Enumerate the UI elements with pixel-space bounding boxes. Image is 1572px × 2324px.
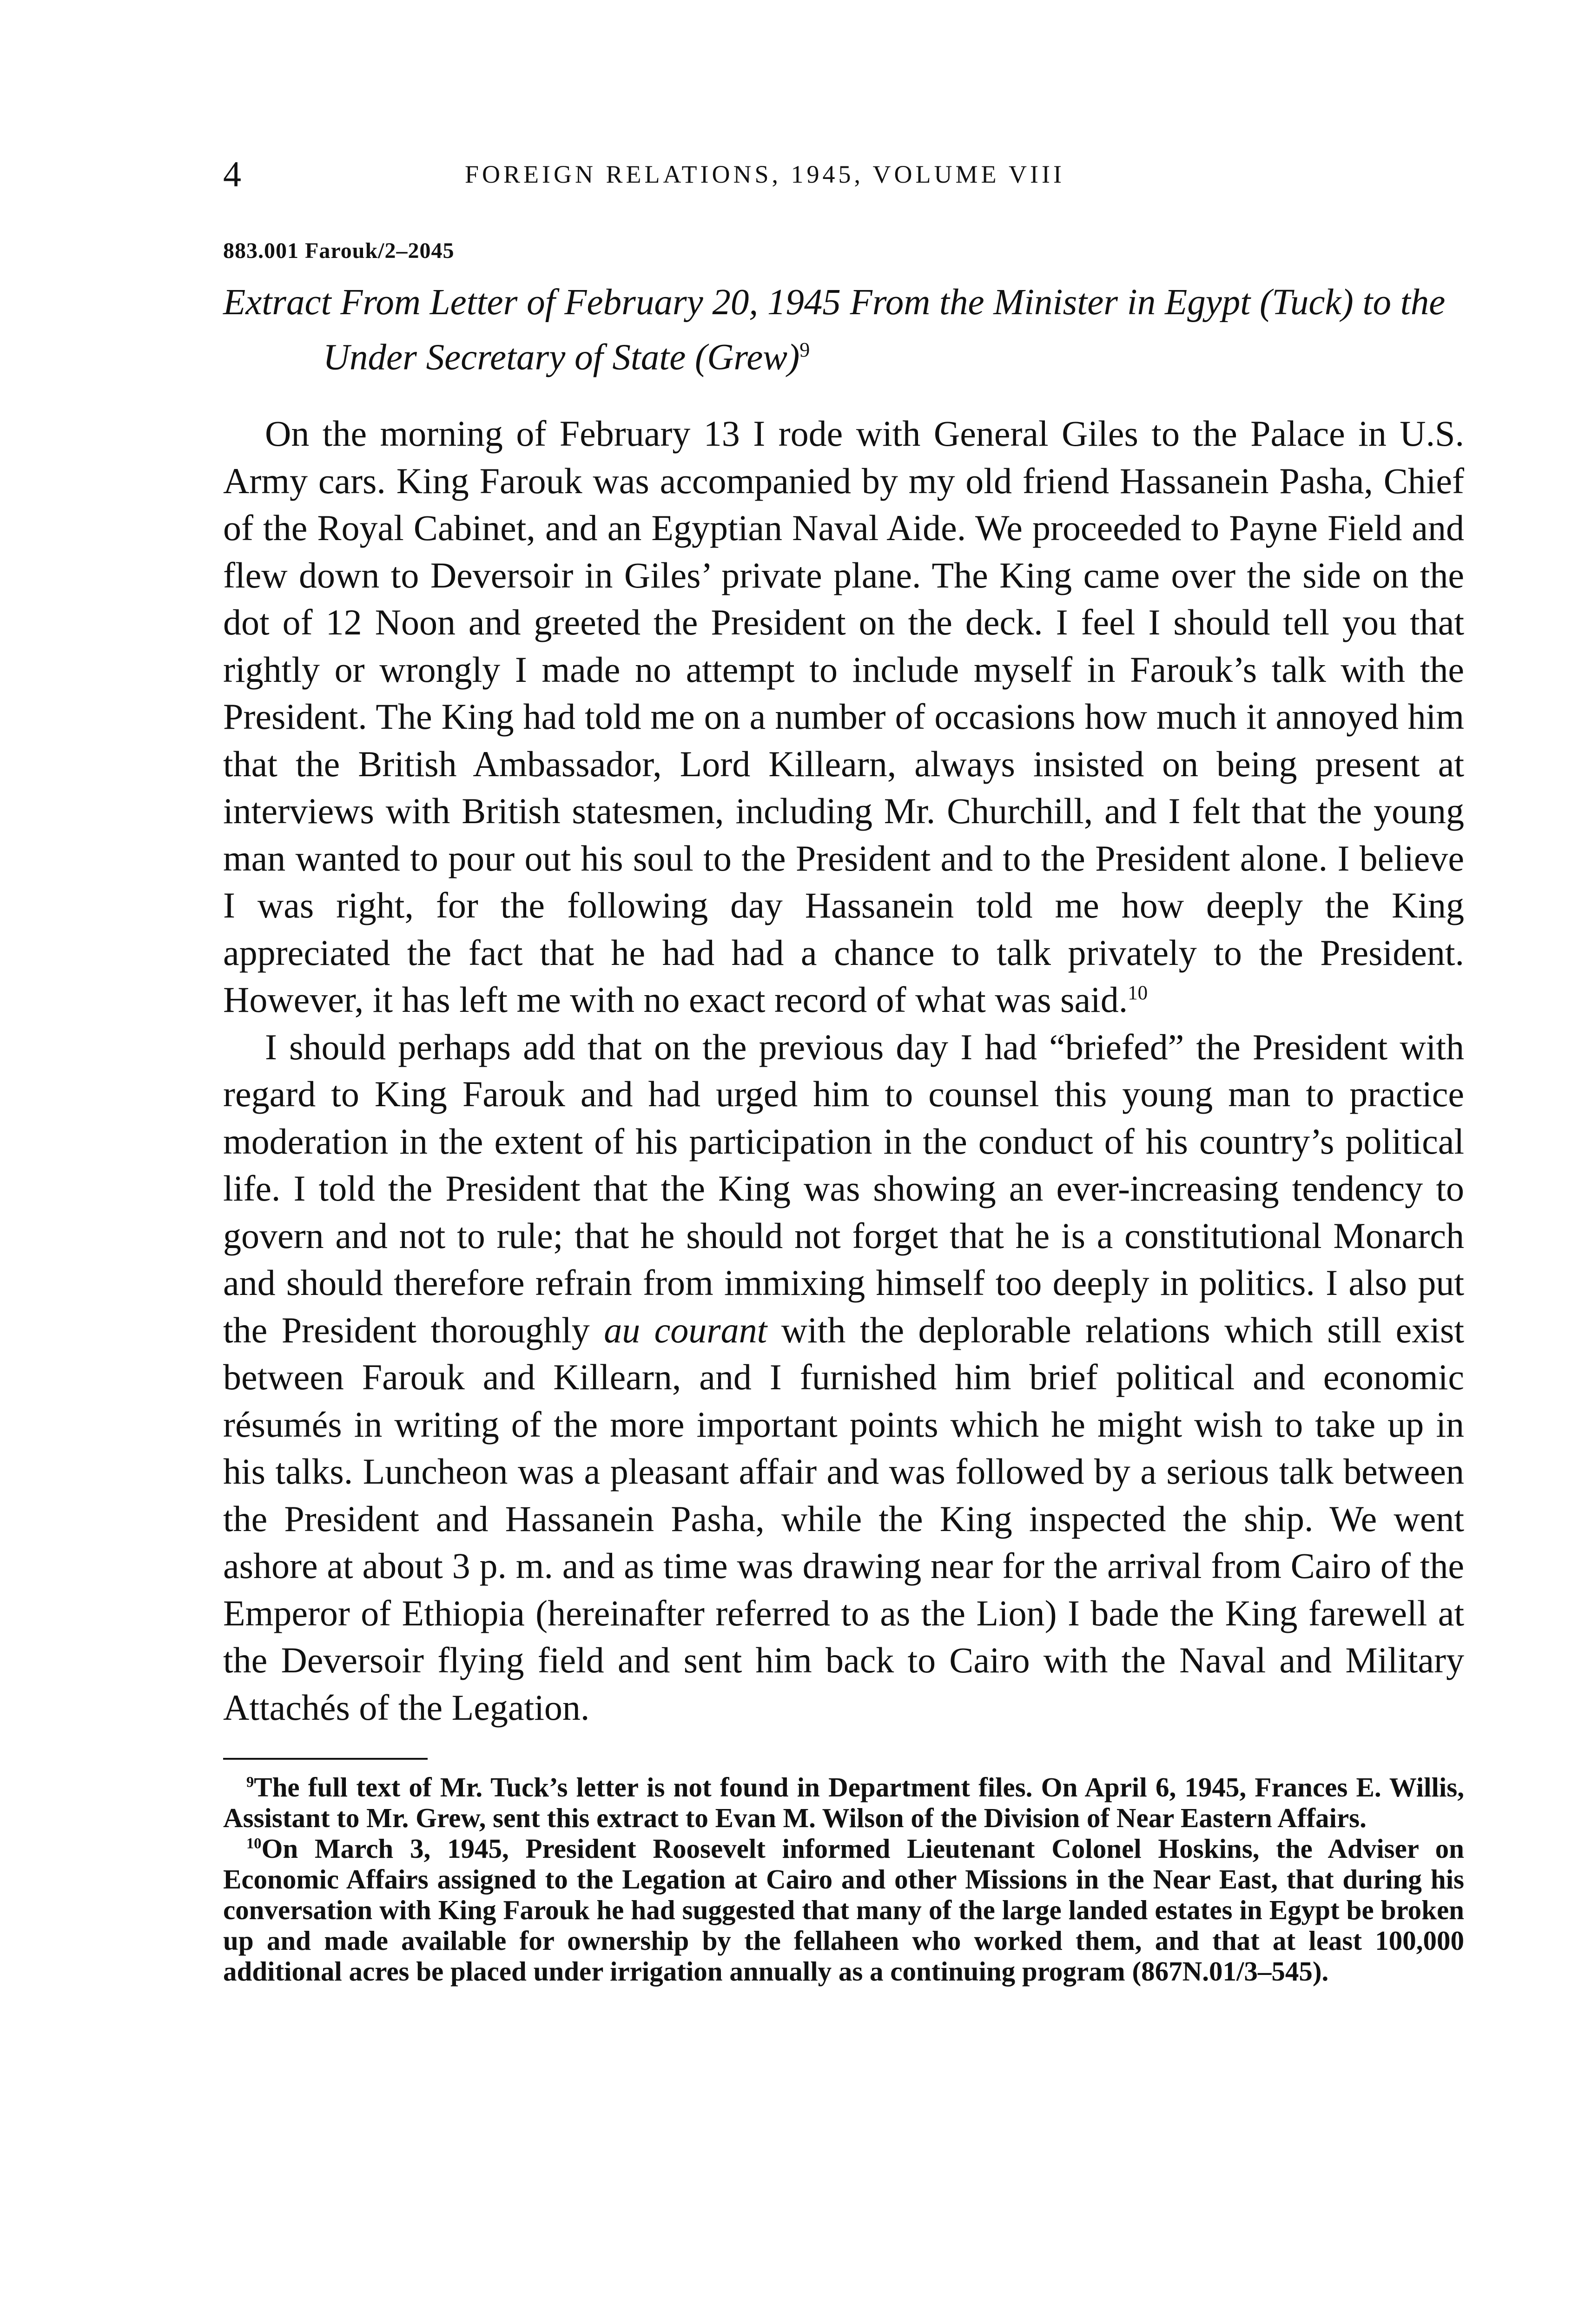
footnote-ref-10: 10 (1128, 982, 1148, 1004)
footnote-9 (223, 1772, 1464, 1833)
footnotes (223, 1772, 1464, 1987)
footnote-ref-9: 9 (799, 338, 810, 361)
page-number: 4 (223, 154, 241, 194)
document-title-text: Extract From Letter of February 20, 1945 From the Minister in Egypt (Tuck) to the Under Secretary of State (Grew) (223, 282, 1446, 378)
paragraph-1 (223, 410, 1464, 1023)
footnote-10 (223, 1833, 1464, 1987)
paragraph-2-text-start: I should perhaps add that on the previous day I had “briefed” the President with regard to King Farouk and had urged him to counsel this young man to practice moderation in the extent of his participation in the conduct of his country’s political life. I told the President that the King was showing an ever-increasing tendency to govern and not to rule; that he should not forget that he is a constitutional Monarch and should therefore refrain from immixing himself too deeply in politics. I also put the President thoroughly (223, 1026, 1464, 1350)
italic-phrase: au courant (604, 1309, 767, 1350)
footnote-divider (223, 1758, 428, 1760)
letter-body (223, 410, 1464, 1731)
file-number: 883.001 Farouk/2–2045 (223, 238, 455, 263)
running-head (223, 153, 1464, 205)
paragraph-2 (223, 1023, 1464, 1731)
running-title: FOREIGN RELATIONS, 1945, VOLUME VIII (465, 160, 1065, 188)
document-title (223, 279, 1464, 381)
document-page (223, 153, 1464, 1987)
footnote-10-text: On March 3, 1945, President Roosevelt informed Lieutenant Colonel Hoskins, the Adviser on Economic Affairs assigned to the Legation at Cairo and other Missions in the Near East, that during his conversation with King Farouk he had suggested that many of the large landed estates in Egypt be broken up and made available for ownership by the fellaheen who worked them, and that at least 100,000 additional acres be placed under irrigation annually as a continuing program (867N.01/3–545). (223, 1833, 1464, 1987)
footnote-9-marker: 9 (246, 1774, 254, 1791)
footnote-10-marker: 10 (246, 1835, 262, 1852)
paragraph-2-text-end: with the deplorable relations which still exist between Farouk and Killearn, and I furnished him brief political and economic résumés in writing of the more important points which he might wish to take up in his talks. Luncheon was a pleasant affair and was followed by a serious talk between the President and Hassanein Pasha, while the King inspected the ship. We went ashore at about 3 p. m. and as time was drawing near for the arrival from Cairo of the Emperor of Ethiopia (hereinafter referred to as the Lion) I bade the King farewell at the Deversoir flying field and sent him back to Cairo with the Naval and Military Attachés of the Legation. (223, 1309, 1464, 1728)
footnote-9-text: The full text of Mr. Tuck’s letter is not found in Department files. On April 6, 1945, Frances E. Willis, Assistant to Mr. Grew, sent this extract to Evan M. Wilson of the Division of Near Eastern Affairs. (223, 1772, 1464, 1834)
paragraph-1-text: On the morning of February 13 I rode with General Giles to the Palace in U.S. Army cars. King Farouk was accompanied by my old friend Hassanein Pasha, Chief of the Royal Cabinet, and an Egyptian Naval Aide. We proceeded to Payne Field and flew down to Deversoir in Giles’ private plane. The King came over the side on the dot of 12 Noon and greeted the President on the deck. I feel I should tell you that rightly or wrongly I made no attempt to include myself in Farouk’s talk with the President. The King had told me on a number of occasions how much it annoyed him that the British Ambassador, Lord Killearn, always insisted on being present at interviews with British statesmen, including Mr. Churchill, and I felt that the young man wanted to pour out his soul to the President and to the President alone. I believe I was right, for the following day Hassanein told me how deeply the King appreciated the fact that he had had a chance to talk privately to the President. However, it has left me with no exact record of what was said. (223, 413, 1464, 1020)
